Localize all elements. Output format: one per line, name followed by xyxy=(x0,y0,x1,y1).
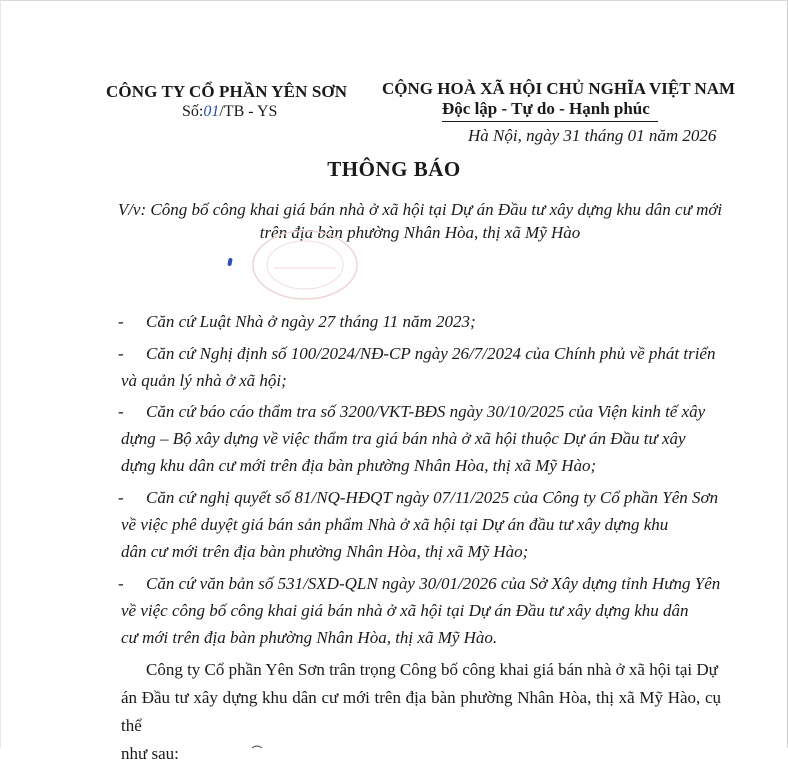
list-bullet: - xyxy=(118,488,124,507)
document-title: THÔNG BÁO xyxy=(327,157,461,181)
place-and-date: Hà Nội, ngày 31 tháng 01 năm 2026 xyxy=(468,126,717,145)
motto-underline xyxy=(442,121,658,122)
list-item-text: Căn cứ văn bản số 531/SXD-QLN ngày 30/01/2026 của Sở Xây dựng tỉnh Hưng Yên về việc công bố công khai giá bán nhà ở xã hội tại Dự án Đầu tư xây dựng khu dân cư mới trên địa bàn phường Nhân Hòa, thị xã Mỹ Hào. xyxy=(121,574,721,647)
document-number-suffix: /TB - YS xyxy=(219,103,278,120)
cut-off-text-fragment xyxy=(250,744,264,749)
announcement-paragraph xyxy=(121,656,721,768)
subject-line: trên địa bàn phường Nhân Hòa, thị xã Mỹ Hào xyxy=(259,223,581,242)
document-number-prefix: Số: xyxy=(182,103,204,120)
list-bullet: - xyxy=(118,312,124,331)
list-bullet: - xyxy=(118,574,124,593)
subject-line: V/v: Công bố công khai giá bán nhà ở xã hội tại Dự án Đầu tư xây dựng khu dân cư mới xyxy=(117,200,723,219)
paragraph-line: án Đầu tư xây dựng khu dân cư mới trên địa bàn phường Nhân Hòa, thị xã Mỹ Hào, cụ thể xyxy=(121,688,721,735)
document-number xyxy=(182,103,277,121)
list-item-text: Căn cứ nghị quyết số 81/NQ-HĐQT ngày 07/11/2025 của Công ty Cổ phần Yên Sơn về việc phê duyệt giá bán sản phẩm Nhà ở xã hội tại Dự án đầu tư xây dựng khu dân cư mới trên địa bàn phường Nhân Hòa, thị xã Mỹ Hào; xyxy=(121,488,719,561)
list-item-text: Căn cứ Nghị định số 100/2024/NĐ-CP ngày 26/7/2024 của Chính phủ về phát triển và quản lý nhà ở xã hội; xyxy=(121,344,716,390)
list-item-text: Căn cứ báo cáo thẩm tra số 3200/VKT-BĐS ngày 30/10/2025 của Viện kinh tế xây dựng – Bộ xây dựng về việc thẩm tra giá bán nhà ở xã hội thuộc Dự án Đầu tư xây dựng khu dân cư mới trên địa bàn phường Nhân Hòa, thị xã Mỹ Hào; xyxy=(121,402,706,475)
national-motto: Độc lập - Tự do - Hạnh phúc xyxy=(442,99,650,118)
list-bullet: - xyxy=(118,402,124,421)
document-subject xyxy=(100,198,740,244)
company-name: CÔNG TY CỔ PHẦN YÊN SƠN xyxy=(106,82,348,101)
national-title: CỘNG HOÀ XÃ HỘI CHỦ NGHĨA VIỆT NAM xyxy=(382,79,736,98)
faint-stamp-impression xyxy=(246,226,364,304)
document-number-value: 01 xyxy=(203,103,220,120)
paragraph-line: Công ty Cổ phần Yên Sơn trân trọng Công bố công khai giá bán nhà ở xã hội tại Dự xyxy=(146,660,718,679)
paragraph-line: như sau: xyxy=(121,744,179,763)
list-item-text: Căn cứ Luật Nhà ở ngày 27 tháng 11 năm 2023; xyxy=(146,312,476,331)
list-bullet: - xyxy=(118,344,124,363)
